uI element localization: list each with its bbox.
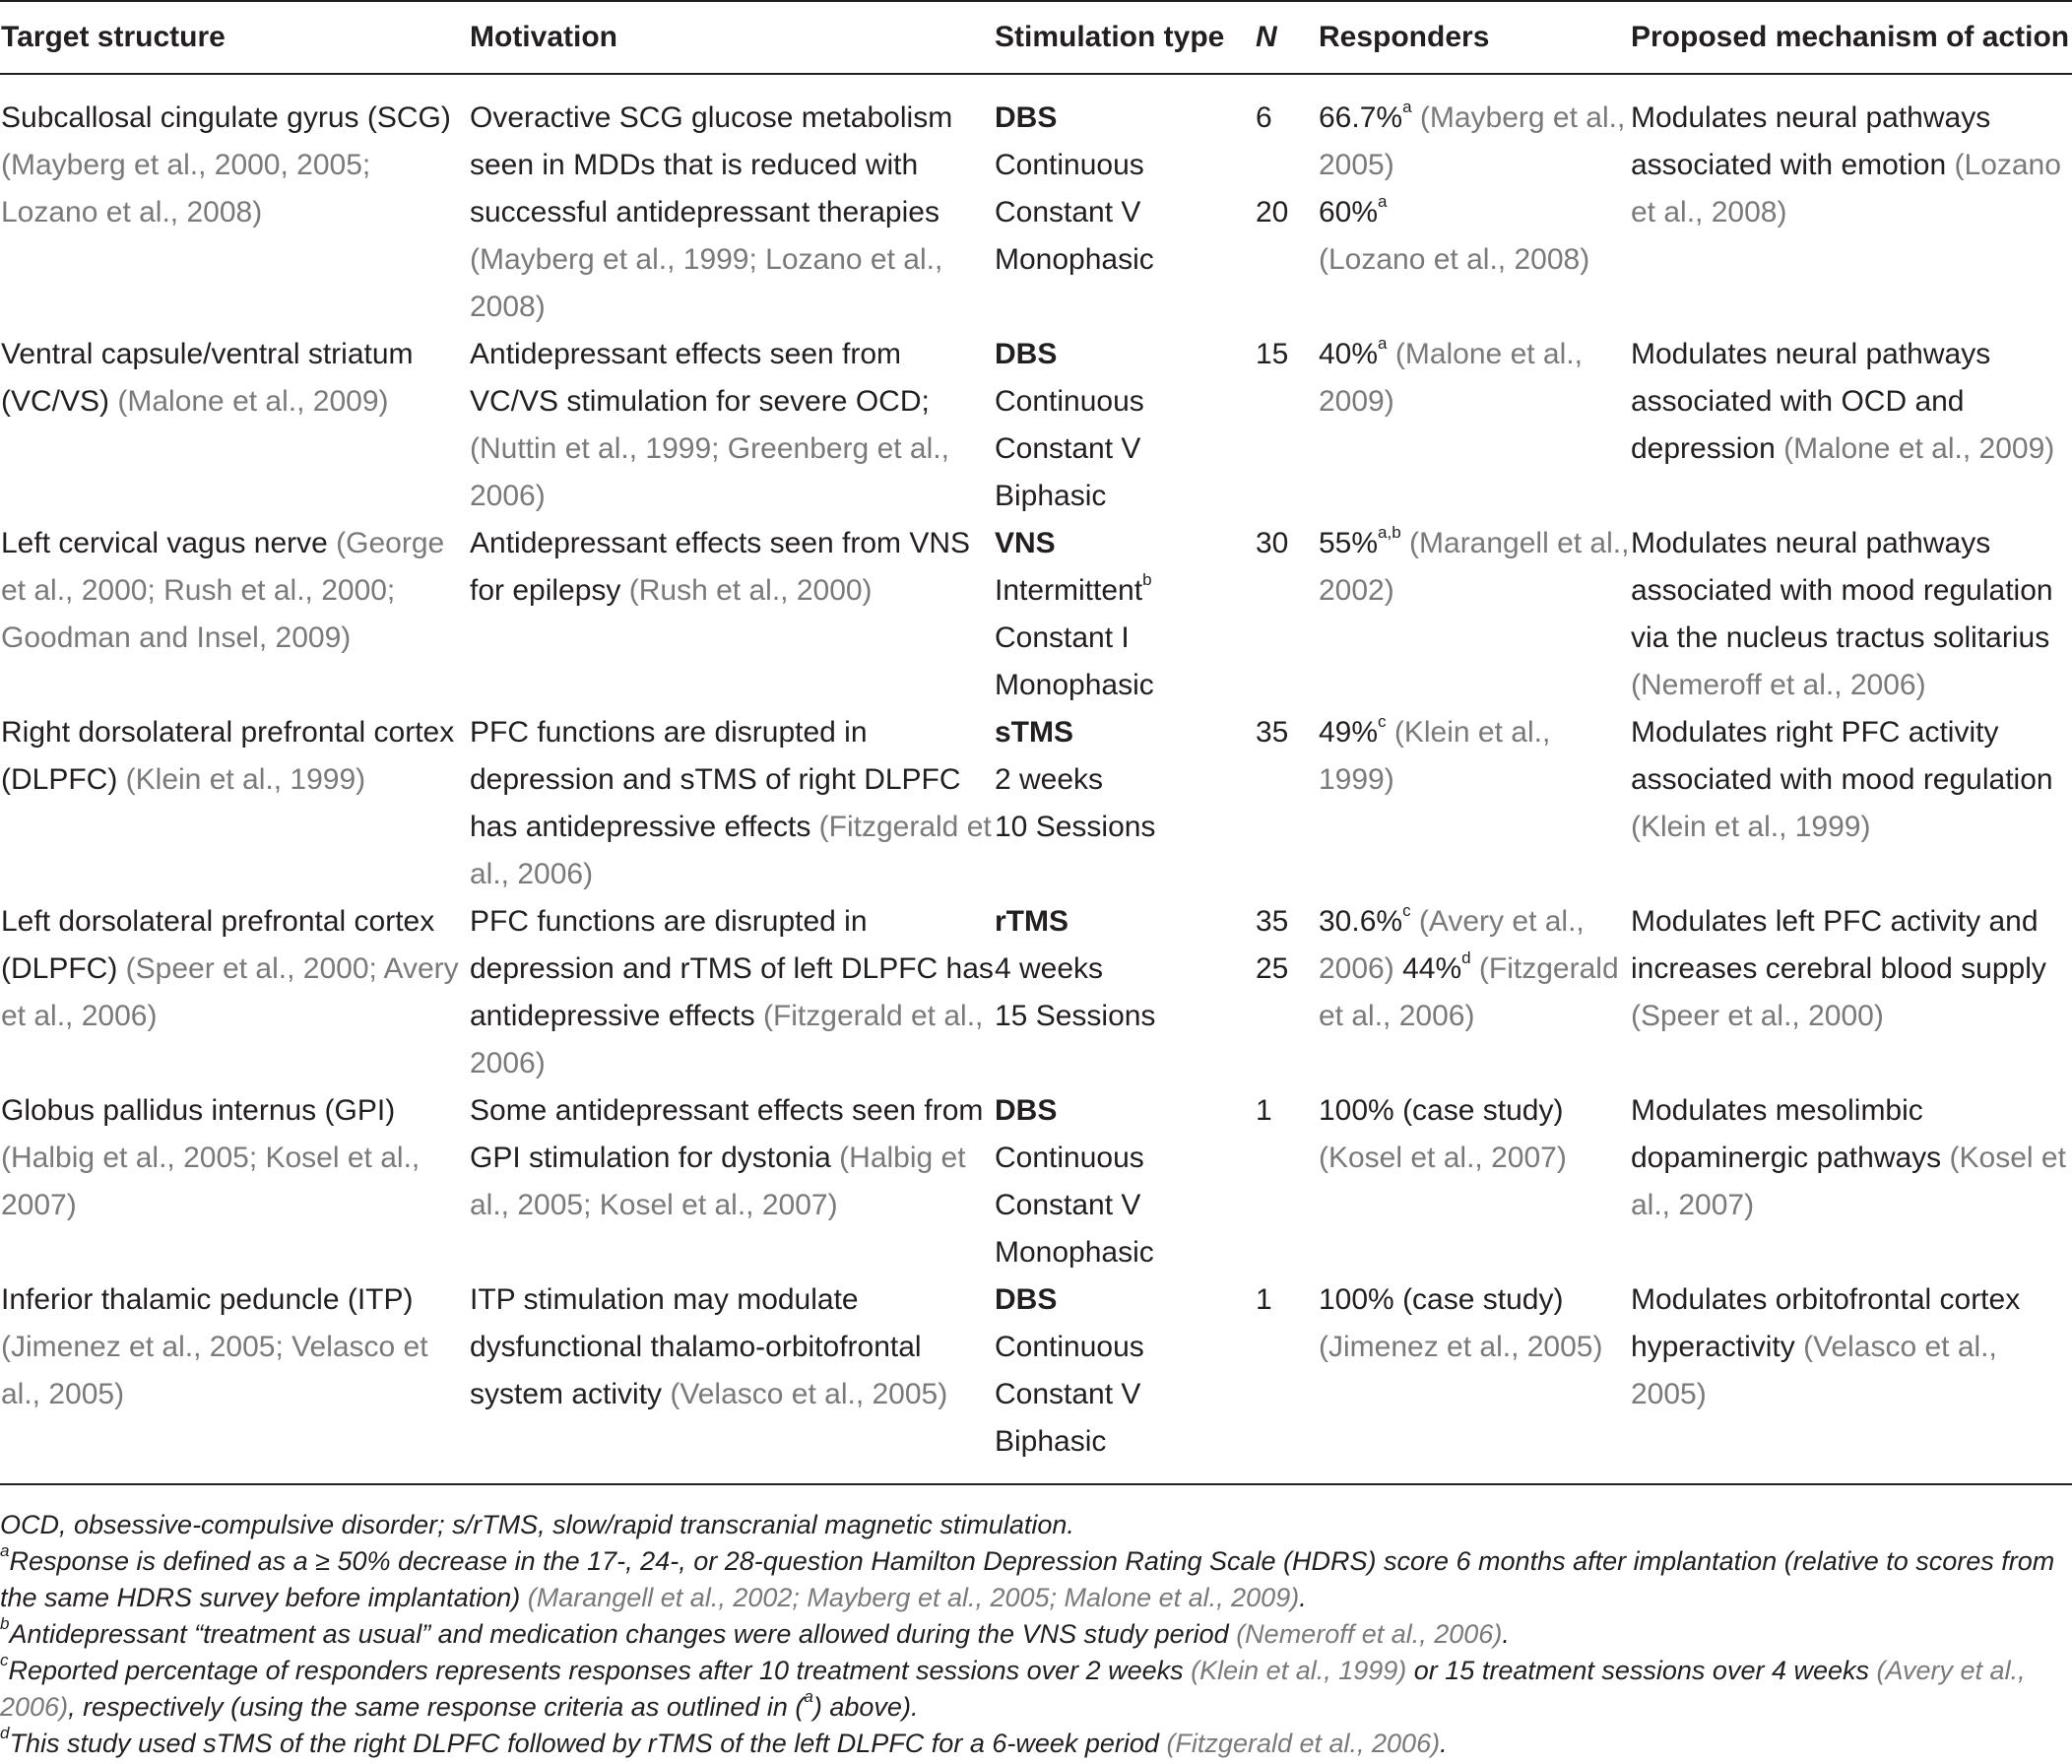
cell-n: 30 [1256,527,1289,559]
cell-stimulation: DBS Continuous Constant V Monophasic [995,1094,1154,1269]
cell-motivation: Antidepressant effects seen from VC/VS stimulation for severe OCD; (Nuttin et al., 1999; Greenberg et al., 2006) [470,338,949,512]
cell-target: Right dorsolateral prefrontal cortex (DLPFC) (Klein et al., 1999) [1,716,455,796]
footnote-a: $^a$Response is defined as a ≥ 50% decrease in the 17-, 24-, or 28-question Hamilton Depression Rating Scale (HDRS) score 6 months after implantation (relative to scores from the same HDRS survey before implantation) (Marangell et al., 2002; Mayberg et al., 2005; Malone et al., 2009). [0,1541,2055,1612]
table-row [0,74,2072,331]
cell-stimulation: DBS Continuous Constant V Biphasic [995,338,1144,512]
table-row [0,709,2072,898]
cell-n: 1 [1256,1094,1272,1127]
cell-responders: 100% (case study) (Jimenez et al., 2005) [1319,1283,1603,1363]
table-row [0,331,2072,520]
cell-motivation: Some antidepressant effects seen from GPI stimulation for dystonia (Halbig et al., 2005; Kosel et al., 2007) [470,1094,984,1221]
footnote-abbrev: OCD, obsessive-compulsive disorder; s/rTMS, slow/rapid transcranial magnetic stimulation. [0,1510,1074,1539]
cell-mechanism: Modulates right PFC activity associated with mood regulation (Klein et al., 1999) [1631,716,2053,843]
header-responders: Responders [1318,1,1630,74]
table-row [0,1276,2072,1466]
header-row [0,1,2072,74]
footnote-b: $^b$Antidepressant “treatment as usual” and medication changes were allowed during the VNS study period (Nemeroff et al., 2006). [0,1614,1510,1649]
cell-motivation: ITP stimulation may modulate dysfunctional thalamo-orbitofrontal system activity (Velasco et al., 2005) [470,1283,948,1410]
cell-n: 35 [1256,716,1289,749]
table-row [0,1087,2072,1276]
cell-stimulation: VNS Intermittent$^b$ Constant I Monophasic [995,527,1154,701]
cell-mechanism: Modulates mesolimbic dopaminergic pathways (Kosel et al., 2007) [1631,1094,2066,1221]
cell-mechanism: Modulates neural pathways associated with mood regulation via the nucleus tractus solitarius (Nemeroff et al., 2006) [1631,527,2053,701]
table-row [0,898,2072,1087]
header-stimulation: Stimulation type [994,1,1255,74]
cell-stimulation: DBS Continuous Constant V Monophasic [995,101,1154,276]
cell-motivation: Overactive SCG glucose metabolism seen in MDDs that is reduced with successful antidepressant therapies (Mayberg et al., 1999; Lozano et al., 2008) [470,101,953,323]
header-target: Target structure [0,1,469,74]
cell-n: 15 [1256,338,1289,370]
footnote-d: $^d$This study used sTMS of the right DLPFC followed by rTMS of the left DLPFC for a 6-week period (Fitzgerald et al., 2006). [0,1724,1448,1758]
cell-target: Subcallosal cingulate gyrus (SCG) (Mayberg et al., 2000, 2005; Lozano et al., 2008) [1,101,451,229]
cell-mechanism: Modulates orbitofrontal cortex hyperactivity (Velasco et al., 2005) [1631,1283,2021,1410]
cell-responders: 49%$^c$ (Klein et al., 1999) [1319,712,1551,796]
cell-responders: 100% (case study) (Kosel et al., 2007) [1319,1094,1567,1174]
header-motivation: Motivation [469,1,994,74]
cell-responders: 40%$^a$ (Malone et al., 2009) [1319,334,1583,418]
cell-n: 35 25 [1256,905,1289,985]
cell-stimulation: DBS Continuous Constant V Biphasic [995,1283,1144,1458]
cell-motivation: Antidepressant effects seen from VNS for epilepsy (Rush et al., 2000) [470,527,971,607]
cell-target: Left dorsolateral prefrontal cortex (DLPFC) (Speer et al., 2000; Avery et al., 2006) [1,905,459,1032]
cell-target: Globus pallidus internus (GPI) (Halbig et al., 2005; Kosel et al., 2007) [1,1094,421,1221]
cell-motivation: PFC functions are disrupted in depression and rTMS of left DLPFC has antidepressive effects (Fitzgerald et al., 2006) [470,905,994,1079]
footnote-c: $^c$Reported percentage of responders represents responses after 10 treatment sessions over 2 weeks (Klein et al., 1999) or 15 treatment sessions over 4 weeks (Avery et al., 2006), respectively (using the same response criteria as outlined in ($^a$) above). [0,1651,2026,1722]
table-row [0,520,2072,709]
cell-responders: 55%$^{a,b}$ (Marangell et al., 2002) [1319,523,1630,607]
cell-stimulation: rTMS 4 weeks 15 Sessions [995,905,1156,1032]
header-n: N [1255,1,1318,74]
cell-n: 1 [1256,1283,1272,1316]
header-mechanism: Proposed mechanism of action [1630,1,2072,74]
table-bottom-rule [0,1483,2072,1485]
cell-target: Left cervical vagus nerve (George et al., 2000; Rush et al., 2000; Goodman and Insel, 2009) [1,527,445,654]
cell-mechanism: Modulates neural pathways associated with OCD and depression (Malone et al., 2009) [1631,338,2055,465]
cell-stimulation: sTMS 2 weeks 10 Sessions [995,716,1156,843]
cell-mechanism: Modulates left PFC activity and increases cerebral blood supply (Speer et al., 2000) [1631,905,2046,1032]
cell-target: Ventral capsule/ventral striatum (VC/VS) (Malone et al., 2009) [1,338,414,418]
cell-responders: 30.6%$^c$ (Avery et al., 2006) 44%$^d$ (Fitzgerald et al., 2006) [1319,901,1619,1032]
cell-target: Inferior thalamic peduncle (ITP) (Jimenez et al., 2005; Velasco et al., 2005) [1,1283,428,1410]
cell-responders: 66.7%$^a$ (Mayberg et al., 2005) 60%$^a$ (Lozano et al., 2008) [1319,98,1626,276]
cell-n: 6 20 [1256,101,1289,229]
cell-motivation: PFC functions are disrupted in depression and sTMS of right DLPFC has antidepressive effects (Fitzgerald et al., 2006) [470,716,992,890]
cell-mechanism: Modulates neural pathways associated with emotion (Lozano et al., 2008) [1631,101,2061,229]
table-footnotes [0,1507,2068,1762]
